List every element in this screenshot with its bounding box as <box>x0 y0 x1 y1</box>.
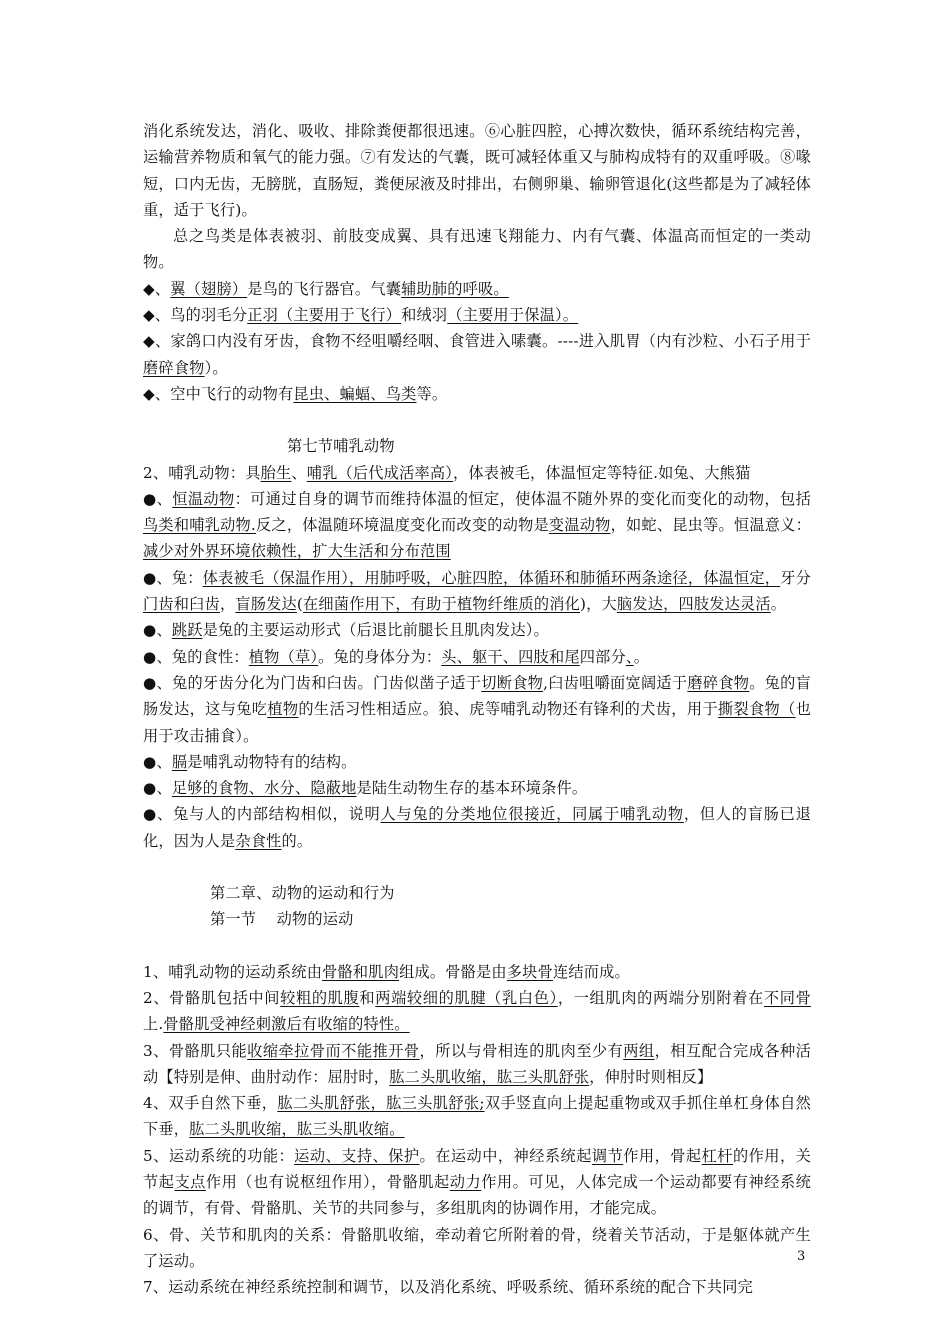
list-item: 7、运动系统在神经系统控制和调节，以及消化系统、呼吸系统、循环系统的配合下共同完 <box>143 1278 753 1297</box>
list-item: ●、兔的牙齿分化为门齿和臼齿。门齿似凿子适于切断食物,臼齿咀嚼面宽阔适于磨碎食物。兔的盲肠发达，这与兔吃植物的生活习性相适应。狼、虎等哺乳动物还有锋利的犬齿，用于撕裂食物（也用于攻击捕食）。 <box>143 673 812 745</box>
list-item: ●、兔：体表被毛（保温作用），用肺呼吸，心脏四腔，体循环和肺循环两条途径，体温恒定，牙分门齿和臼齿，盲肠发达(在细菌作用下，有助于植物纤维质的消化)，大脑发达，四肢发达灵活。 <box>143 568 812 614</box>
document-page <box>143 118 811 1300</box>
page-number: 3 <box>797 1249 806 1264</box>
list-item: 2、骨骼肌包括中间较粗的肌腹和两端较细的肌腱（乳白色），一组肌肉的两端分别附着在不同骨上.骨骼肌受神经刺激后有收缩的特性。 <box>143 988 811 1034</box>
list-item: ●、膈是哺乳动物特有的结构。 <box>143 752 357 771</box>
spacer <box>143 407 811 433</box>
list-item: 6、骨、关节和肌肉的关系：骨骼肌收缩，牵动着它所附着的骨，绕着关节活动，于是躯体就产生了运动。 <box>143 1225 811 1270</box>
list-item: ◆、家鸽口内没有牙齿，食物不经咀嚼经咽、食管进入嗉囊。----进入肌胃（内有沙粒、小石子用于磨碎食物）。 <box>143 332 811 377</box>
spacer <box>143 933 811 959</box>
section-heading: 第七节哺乳动物 <box>287 437 395 456</box>
list-item: 2、哺乳动物：具胎生、哺乳（后代成活率高），体表被毛，体温恒定等特征.如兔、大熊猫 <box>143 463 751 482</box>
list-item: 1、哺乳动物的运动系统由骨骼和肌肉组成。骨骼是由多块骨连结而成。 <box>143 962 630 981</box>
section-heading: 第一节 动物的运动 <box>210 910 354 929</box>
list-item: ●、足够的食物、水分、隐蔽地是陆生动物生存的基本环境条件。 <box>143 779 588 798</box>
list-item: ◆、鸟的羽毛分正羽（主要用于飞行）和绒羽（主要用于保温）。 <box>143 306 579 325</box>
list-item: ◆、空中飞行的动物有昆虫、蝙蝠、鸟类等。 <box>143 384 448 403</box>
list-item: ●、兔与人的内部结构相似，说明人与兔的分类地位很接近，同属于哺乳动物，但人的盲肠已退化，因为人是杂食性的。 <box>143 805 811 850</box>
list-item: ●、恒温动物：可通过自身的调节而维持体温的恒定，使体温不随外界的变化而变化的动物，包括鸟类和哺乳动物.反之，体温随环境温度变化而改变的动物是变温动物，如蛇、昆虫等。恒温意义：减少对外界环境依赖性，扩大生活和分布范围 <box>143 489 811 561</box>
list-item: 3、骨骼肌只能收缩牵拉骨而不能推开骨，所以与骨相连的肌肉至少有两组，相互配合完成各种活动【特别是伸、曲肘动作：屈肘时，肱二头肌收缩，肱三头肌舒张，伸肘时则相反】 <box>143 1041 812 1086</box>
list-item: ●、兔的食性：植物（草）。兔的身体分为：头、躯干、四肢和尾四部分、。 <box>143 647 650 666</box>
paragraph-bird-summary: 总之鸟类是体表被羽、前肢变成翼、具有迅速飞翔能力、内有气囊、体温高而恒定的一类动物。 <box>143 227 811 272</box>
paragraph-bird-organs: 消化系统发达，消化、吸收、排除粪便都很迅速。⑥心脏四腔，心搏次数快，循环系统结构完善，运输营养物质和氧气的能力强。⑦有发达的气囊，既可减轻体重又与肺构成特有的双重呼吸。⑧喙短，口内无齿，无膀胱，直肠短，粪便尿液及时排出，右侧卵巢、输卵管退化(这些都是为了减轻体重，适于飞行)。 <box>143 122 811 219</box>
list-item: ●、跳跃是兔的主要运动形式（后退比前腿长且肌肉发达）。 <box>143 621 549 640</box>
spacer <box>143 854 811 880</box>
list-item: 4、双手自然下垂，肱二头肌舒张，肱三头肌舒张;双手竖直向上提起重物或双手抓住单杠身体自然下垂，肱二头肌收缩，肱三头肌收缩。 <box>143 1094 812 1139</box>
list-item: 5、运动系统的功能：运动、支持、保护。在运动中，神经系统起调节作用，骨起杠杆的作用，关节起支点作用（也有说枢纽作用），骨骼肌起动力作用。可见，人体完成一个运动都要有神经系统的调节，有骨、骨骼肌、关节的共同参与，多组肌肉的协调作用，才能完成。 <box>143 1146 812 1218</box>
chapter-heading: 第二章、动物的运动和行为 <box>210 884 395 903</box>
list-item: ◆、翼（翅膀）是鸟的飞行器官。气囊辅助肺的呼吸。 <box>143 279 509 298</box>
